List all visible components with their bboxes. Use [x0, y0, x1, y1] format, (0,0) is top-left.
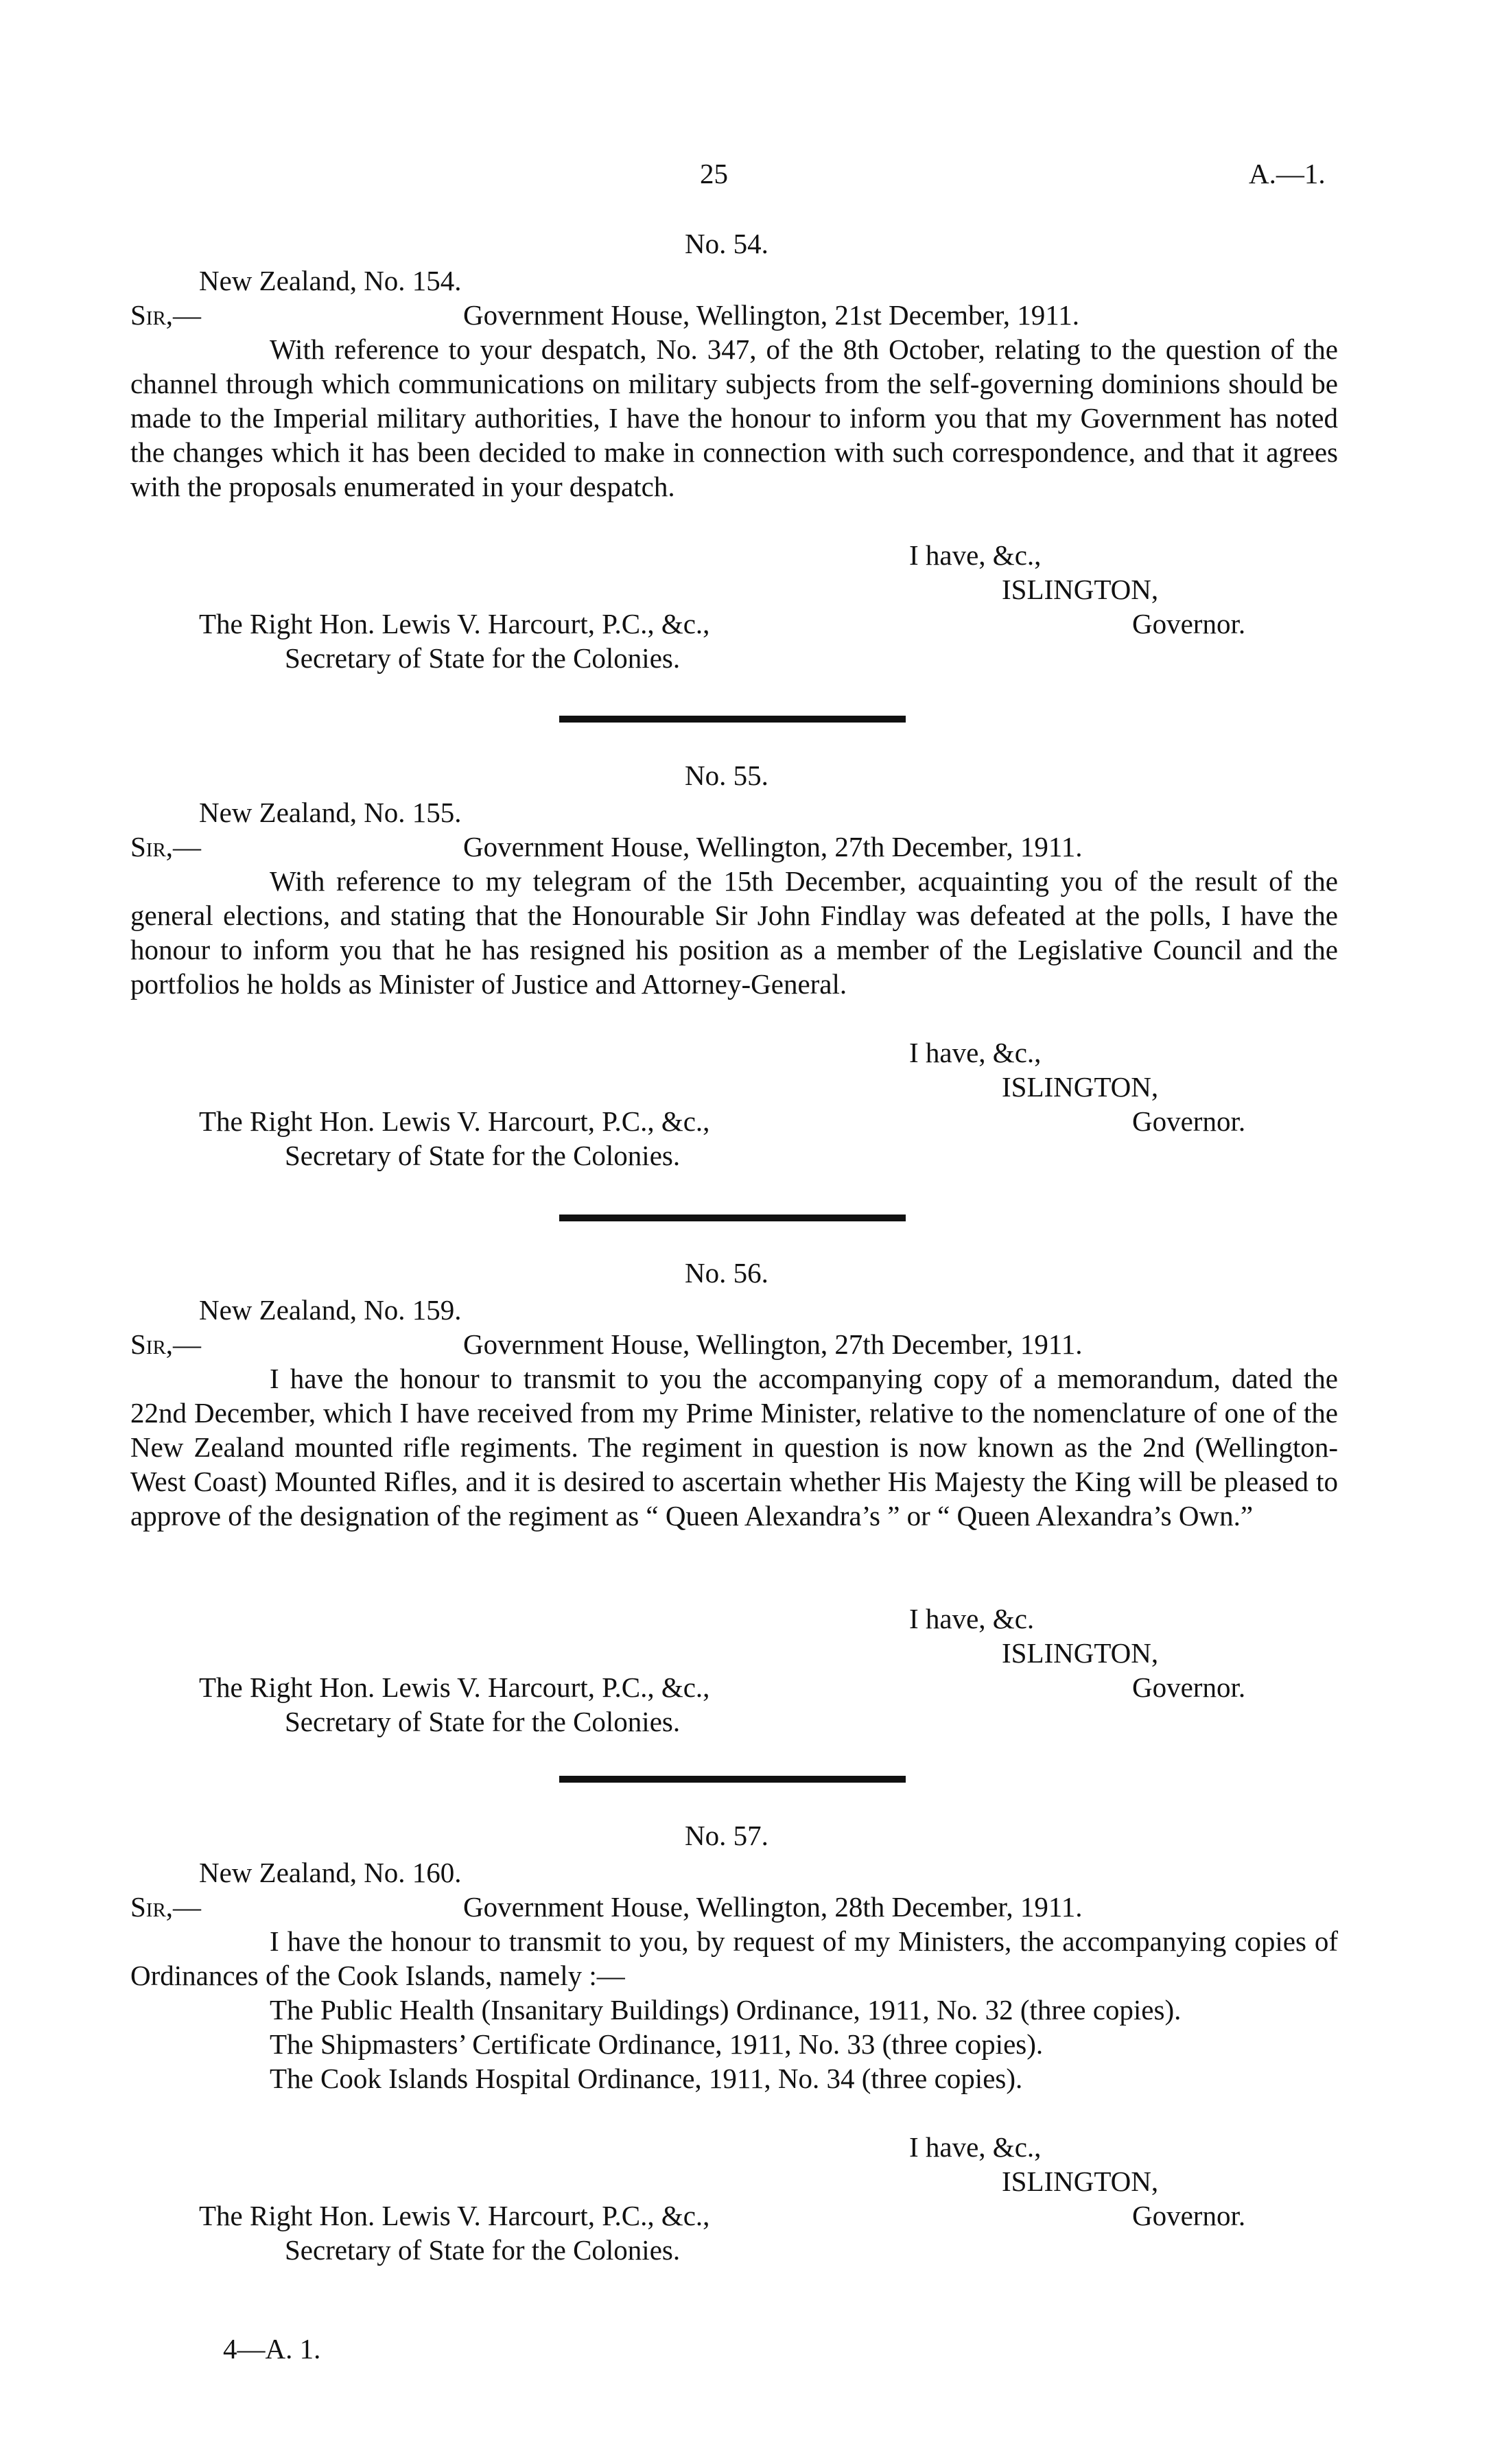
list-item: The Public Health (Insanitary Buildings) Ordinance, 1911, No. 32 (three copies). — [270, 1994, 1182, 2026]
closing: I have, &c. — [909, 1603, 1035, 1634]
letter-source: New Zealand, No. 159. — [199, 1294, 462, 1326]
section-divider — [559, 1776, 906, 1783]
letter-number: No. 57. — [685, 1820, 768, 1851]
addressee-title: Secretary of State for the Colonies. — [285, 2234, 681, 2266]
addressee-title: Secretary of State for the Colonies. — [285, 642, 681, 674]
letter-body: I have the honour to transmit to you, by request of my Ministers, the accompanying copies of Ordinances of the Cook Islands, namely :— — [130, 1925, 1338, 1991]
letter-number: No. 54. — [685, 228, 768, 259]
closing: I have, &c., — [909, 539, 1042, 571]
closing: I have, &c., — [909, 1037, 1042, 1068]
signature-title: Governor. — [1132, 608, 1246, 640]
section-divider — [559, 1215, 906, 1221]
letter-source: New Zealand, No. 160. — [199, 1857, 462, 1888]
document-reference: A.—1. — [1249, 158, 1326, 189]
signature-title: Governor. — [1132, 1105, 1246, 1137]
closing: I have, &c., — [909, 2131, 1042, 2163]
letter-source: New Zealand, No. 154. — [199, 265, 462, 296]
addressee: The Right Hon. Lewis V. Harcourt, P.C., &c., — [199, 1105, 710, 1137]
place-date: Government House, Wellington, 27th December, 1911. — [463, 1328, 1083, 1360]
signature: ISLINGTON, — [1002, 2166, 1159, 2197]
addressee: The Right Hon. Lewis V. Harcourt, P.C., &c., — [199, 1671, 710, 1703]
salutation — [130, 1890, 201, 1924]
page-number: 25 — [700, 158, 728, 189]
place-date: Government House, Wellington, 27th December, 1911. — [463, 831, 1083, 863]
signature: ISLINGTON, — [1002, 1637, 1159, 1669]
salutation-text: Sir,— — [130, 299, 202, 331]
addressee: The Right Hon. Lewis V. Harcourt, P.C., &c., — [199, 2200, 710, 2231]
signature: ISLINGTON, — [1002, 1071, 1159, 1103]
addressee: The Right Hon. Lewis V. Harcourt, P.C., &c., — [199, 608, 710, 640]
section-divider — [559, 716, 906, 723]
list-item: The Shipmasters’ Certificate Ordinance, 1911, No. 33 (three copies). — [270, 2028, 1044, 2060]
salutation — [130, 830, 201, 864]
letter-body: With reference to my telegram of the 15th December, acquainting you of the result of the general elections, and stating that the Honourable Sir John Findlay was defeated at the polls, I have the honour to inform you that he has resigned his position as a member of the Legislative Council and the portfolios he holds as Minister of Justice and Attorney-General. — [130, 865, 1338, 1000]
letter-body: I have the honour to transmit to you the accompanying copy of a memorandum, dated the 22nd December, which I have received from my Prime Minister, relative to the nomenclature of one of the New Zealand mounted rifle regiments. The regiment in question is now known as the 2nd (Wellington-West Coast) Mounted Rifles, and it is desired to ascertain whether His Majesty the King will be pleased to approve of the designation of the regiment as “ Queen Alexandra’s ” or “ Queen Alexandra’s Own.” — [130, 1363, 1338, 1532]
salutation-text: Sir,— — [130, 831, 202, 863]
ordinance-list — [270, 1993, 1338, 2096]
addressee-title: Secretary of State for the Colonies. — [285, 1706, 681, 1737]
salutation-text: Sir,— — [130, 1891, 202, 1923]
addressee-title: Secretary of State for the Colonies. — [285, 1140, 681, 1171]
list-item: The Cook Islands Hospital Ordinance, 1911, No. 34 (three copies). — [270, 2063, 1023, 2094]
place-date: Government House, Wellington, 28th December, 1911. — [463, 1891, 1083, 1923]
signature-title: Governor. — [1132, 1671, 1246, 1703]
place-date: Government House, Wellington, 21st December, 1911. — [463, 299, 1080, 331]
salutation-text: Sir,— — [130, 1328, 202, 1360]
salutation — [130, 298, 201, 332]
salutation — [130, 1327, 201, 1361]
letter-number: No. 55. — [685, 760, 768, 791]
signature: ISLINGTON, — [1002, 574, 1159, 605]
signature-mark: 4—A. 1. — [223, 2333, 321, 2365]
letter-source: New Zealand, No. 155. — [199, 797, 462, 828]
letter-body: With reference to your despatch, No. 347, of the 8th October, relating to the question of the channel through which communications on military subjects from the self-governing dominions should be made to the Imperial military authorities, I have the honour to inform you that my Government has noted the changes which it has been decided to make in connection with such correspondence, and that it agrees with the proposals enumerated in your despatch. — [130, 333, 1338, 502]
signature-title: Governor. — [1132, 2200, 1246, 2231]
letter-number: No. 56. — [685, 1257, 768, 1289]
